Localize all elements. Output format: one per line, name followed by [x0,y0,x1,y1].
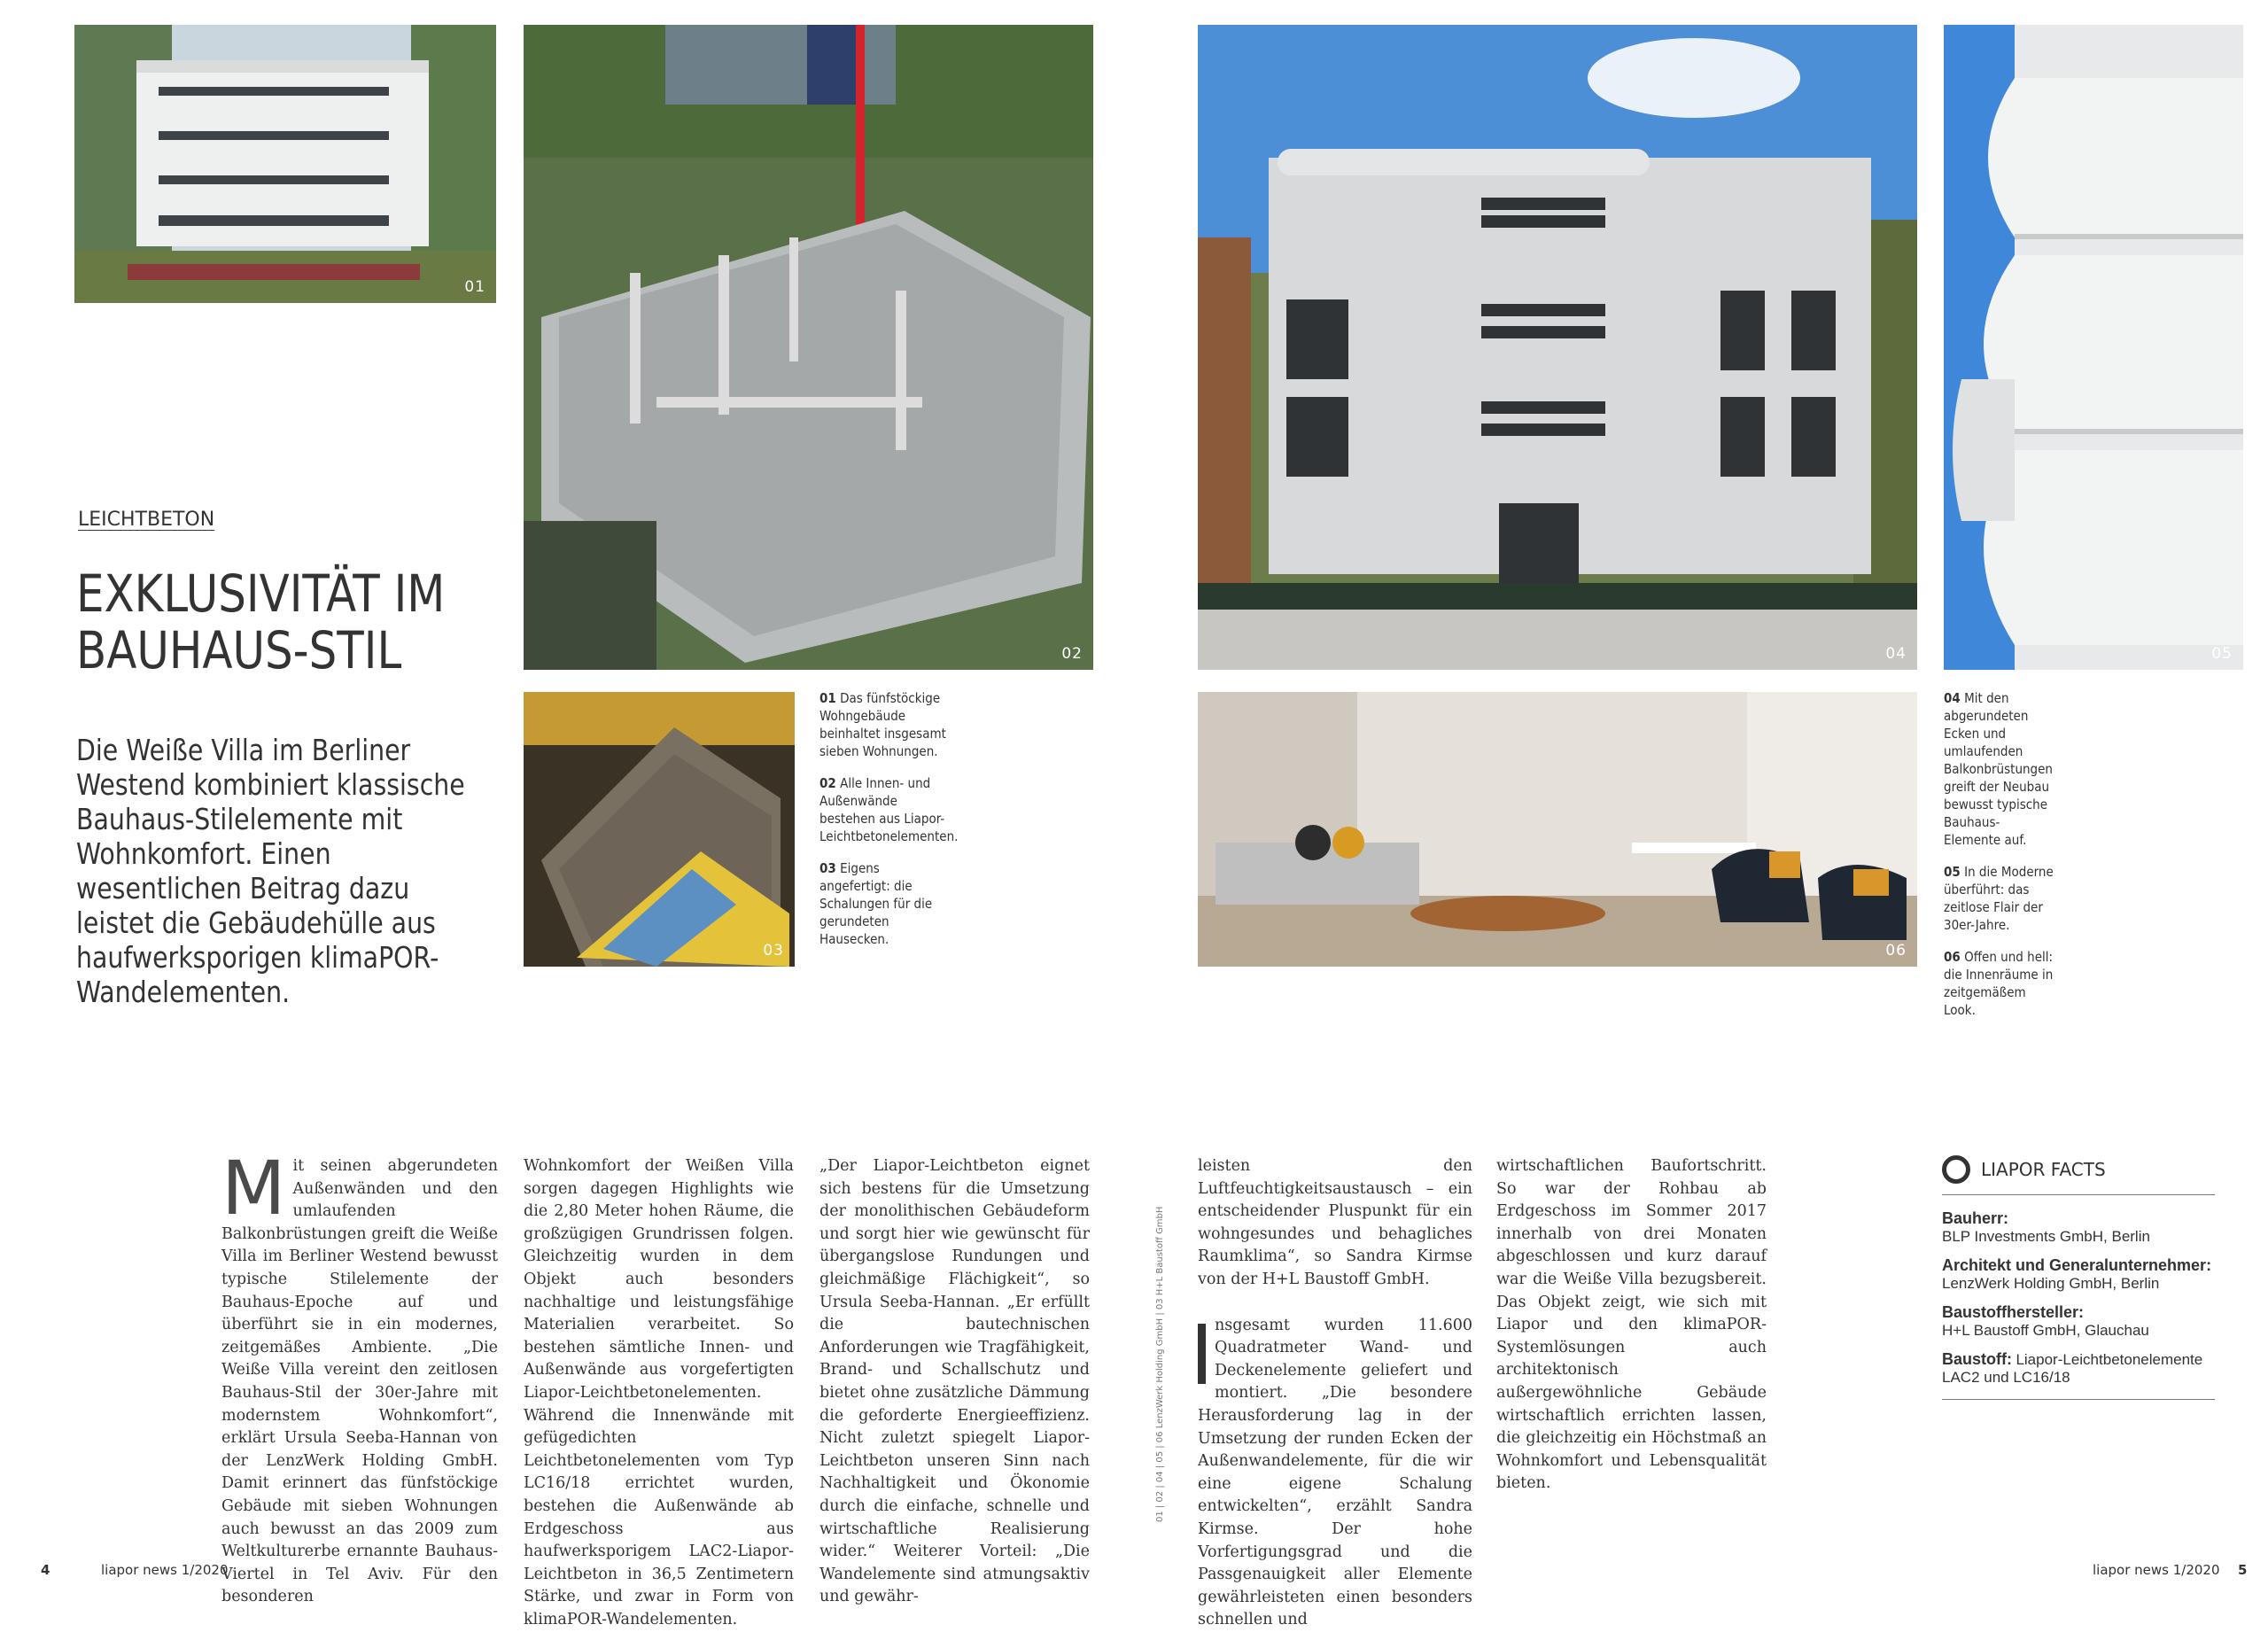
photo-02-construction-aerial [524,25,1093,670]
fact-item [1942,1303,2215,1340]
body-column-2 [524,1155,794,1631]
fact-item [1942,1350,2215,1387]
body-text: leisten den Luftfeuchtigkeitsaustausch – ein entscheidender Pluspunkt für ein wohngesundes und behagliches Raumklima“, so Sandra Kirmse von der H+L Baustoff GmbH. [1198,1157,1472,1288]
magazine-issue-right: liapor news 1/2020 [2093,1562,2220,1578]
fact-value: H+L Baustoff GmbH, Glauchau [1942,1322,2149,1339]
article-headline [76,565,572,679]
fact-item [1942,1209,2215,1246]
captions-right [1944,689,2068,1033]
photo-number: 03 [763,942,784,960]
fact-key: Architekt und Generalunternehmer: [1942,1256,2212,1274]
photo-number: 01 [464,278,485,296]
fact-key: Bauherr: [1942,1209,2009,1227]
caption-04: 04 Mit den abgerundeten Ecken und umlaufenden Balkonbrüstungen greift der Neubau bewusst typische Bauhaus-Elemente auf. [1944,690,2053,848]
caption-06: 06 Offen und hell: die Innenräume in zeitgemäßem Look. [1944,949,2054,1018]
photo-03-formwork [524,692,795,967]
body-text: „Der Liapor-Leichtbeton eignet sich bestens für die Umsetzung der monolithischen Gebäudeform und sorgt hier wie gewünscht für übergangslose Rundungen und gleichmäßige Flächigkeit“, so Ursula Seeba-Hannan. „Er erfüllt die bautechnischen Anforderungen wie Tragfähigkeit, Brand- und Schallschutz und bietet ohne zusätzliche Dämmung die geforderte Energieeffizienz. Nicht zuletzt spiegelt Liapor-Leichtbeton unseren Sinn nach Nachhaltigkeit und Ökonomie durch die einfache, schnelle und wirtschaftliche Realisierung wider.“ Weiterer Vorteil: „Die Wandelemente sind atmungsaktiv und gewähr- [819,1157,1090,1606]
caption-01: 01 Das fünfstöckige Wohngebäude beinhaltet insgesamt sieben Wohnungen. [819,690,946,759]
magazine-issue-left: liapor news 1/2020 [101,1562,229,1578]
photo-credit: 01 | 02 | 04 | 05 | 06 LenzWerk Holding GmbH | 03 H+L Baustoff GmbH [1155,1206,1165,1522]
photo-06-interior [1198,692,1917,967]
body-text: Wohnkomfort der Weißen Villa sorgen dagegen Highlights wie die 2,80 Meter hohen Räume, die großzügigen Grundrissen folgen. Gleichzeitig wurden in dem Objekt auch besonders nachhaltige und leistungsfähige Materialien verarbeitet. So bestehen sämtliche Innen- und Außenwände aus vorgefertigten Liapor-Leichtbetonelementen. Während die Innenwände mit gefügedichten Leichtbetonelementen vom Typ LC16/18 errichtet wurden, bestehen die Außenwände ab Erdgeschoss aus haufwerksporigem LAC2-Liapor-Leichtbeton in 36,5 Zentimetern Stärke, und zwar in Form von klimaPOR-Wandelementen. [524,1157,794,1628]
fact-item [1942,1256,2215,1293]
fact-value: Liapor-Leichtbetonelemente LAC2 und LC16/18 [1942,1351,2203,1386]
fact-value: LenzWerk Holding GmbH, Berlin [1942,1275,2160,1292]
photo-04-villa-facade [1198,25,1917,670]
facts-box [1942,1155,2215,1400]
body-column-4 [1198,1155,1472,1632]
article-kicker: LEICHTBETON [78,509,215,531]
body-column-3 [819,1155,1090,1609]
fact-value: BLP Investments GmbH, Berlin [1942,1228,2150,1245]
article-lead: Die Weiße Villa im Berliner Westend kombiniert klassische Bauhaus-Stilelemente mit Wohnkomfort. Einen wesentlichen Beitrag dazu leistet die Gebäudehülle aus haufwerksporigen klimaPOR-Wandelementen. [76,733,465,1009]
caption-02: 02 Alle Innen- und Außenwände bestehen aus Liapor-Leichtbetonelementen. [819,775,959,844]
photo-number: 02 [1061,645,1083,663]
caption-03: 03 Eigens angefertigt: die Schalungen für die gerundeten Hausecken. [819,860,933,947]
headline-line-2: BAUHAUS-STIL [76,620,402,680]
facts-header [1942,1155,2215,1195]
body-text: wirtschaftlichen Baufortschritt. So war der Rohbau ab Erdgeschoss im Sommer 2017 innerhalb von drei Monaten abgeschlossen und kurz darauf war die Weiße Villa bezugsbereit. Das Objekt zeigt, wie sich mit Liapor und den klimaPOR-Systemlösungen auch architektonisch außergewöhnliche Gebäude wirtschaftlich errichten lassen, die gleichzeitig ein Höchstmaß an Wohnkomfort und Lebensqualität bieten. [1496,1157,1767,1493]
photo-number: 04 [1885,645,1907,663]
page-number-right: 5 [2238,1562,2248,1578]
facts-list [1942,1195,2215,1400]
caption-05: 05 In die Moderne überführt: das zeitlose Flair der 30er-Jahre. [1944,864,2054,933]
photo-number: 06 [1885,942,1907,960]
photo-01-villa-exterior [74,25,496,303]
page-number-left: 4 [41,1562,50,1578]
fact-key: Baustoff: [1942,1350,2012,1368]
body-column-1 [221,1145,498,1609]
drop-cap: M [221,1145,286,1232]
captions-left [819,689,961,962]
photo-number: 05 [2211,645,2233,663]
photo-05-rounded-balconies [1944,25,2243,670]
body-text: it seinen abgerundeten Außenwänden und den umlaufenden Balkonbrüstungen greift die Weiße Villa im Berliner Westend bewusst typische Stilelemente der Bauhaus-Epoche auf und überführt sie in ein modernes, zeitgemäßes Ambiente. „Die Weiße Villa vereint den zeitlosen Bauhaus-Stil der 30er-Jahre mit modernstem Wohnkomfort“, erklärt Ursula Seeba-Hannan von der LenzWerk Holding GmbH. Damit erinnert das fünfstöckige Gebäude mit sieben Wohnungen auch bewusst an das 2009 zum Weltkulturerbe ernannte Bauhaus-Viertel in Tel Aviv. Für den besonderen [221,1157,498,1606]
drop-cap-bar [1198,1324,1206,1384]
fact-key: Baustoffhersteller: [1942,1303,2085,1321]
facts-title: LIAPOR FACTS [1981,1159,2106,1180]
body-column-5 [1496,1155,1767,1496]
headline-line-1: EXKLUSIVITÄT IM [76,563,446,624]
circle-icon [1942,1155,1970,1184]
body-text: nsgesamt wurden 11.600 Quadratmeter Wand- und Deckenelemente geliefert und montiert. „Die besondere Herausforderung lag in der Umsetzung der runden Ecken der Außenwandelemente, für die wir eine eigene Schalung entwickelten“, erzählt Sandra Kirmse. Der hohe Vorfertigungsgrad und die Passgenauigkeit aller Elemente gewährleisteten einen besonders schnellen und [1198,1316,1472,1629]
